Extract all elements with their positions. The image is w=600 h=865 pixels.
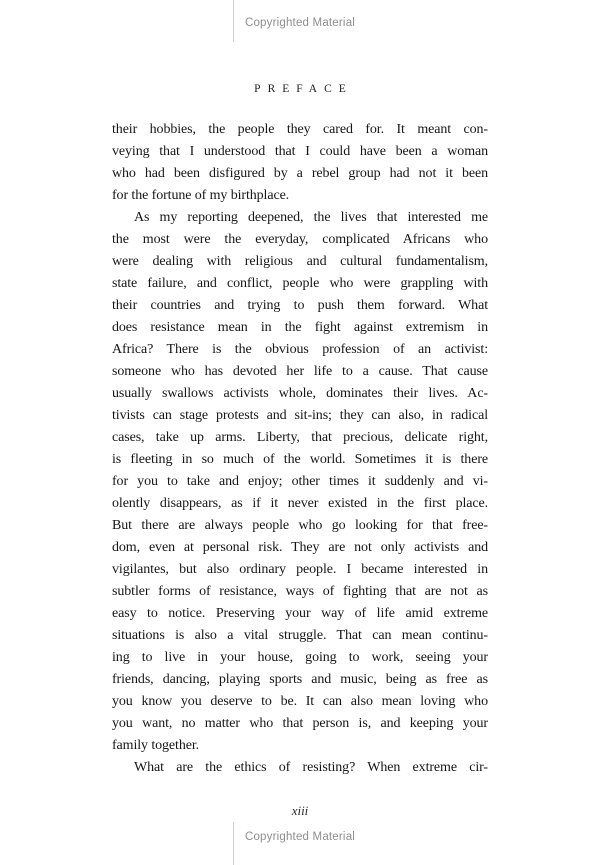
text-line: veying that I understood that I could have been a woman	[112, 144, 488, 159]
page-edge-line-bottom	[233, 822, 234, 865]
text-line: for you to take and enjoy; other times it suddenly and vi-	[112, 474, 488, 489]
text-line: you want, no matter who that person is, and keeping your	[112, 716, 488, 731]
text-line: someone who has devoted her life to a cause. That cause	[112, 364, 488, 379]
body-text	[112, 119, 488, 779]
text-line: situations is also a vital struggle. That can mean continu-	[112, 628, 488, 643]
text-line: who had been disfigured by a rebel group had not it been	[112, 166, 488, 181]
text-line: usually swallows activists whole, dominates their lives. Ac-	[112, 386, 488, 401]
text-line: As my reporting deepened, the lives that interested me	[134, 210, 488, 225]
text-line: is fleeting in so much of the world. Sometimes it is there	[112, 452, 488, 467]
chapter-header: PREFACE	[254, 83, 353, 95]
text-line: for the fortune of my birthplace.	[112, 188, 290, 203]
text-line: olently disappears, as if it never existed in the first place.	[112, 496, 488, 511]
text-line: state failure, and conflict, people who were grappling with	[112, 276, 488, 291]
text-line: you know you deserve to be. It can also mean loving who	[112, 694, 488, 709]
page-number: xiii	[291, 803, 309, 818]
copyright-notice-top: Copyrighted Material	[244, 17, 356, 29]
text-line: vigilantes, but also ordinary people. I became interested in	[112, 562, 488, 577]
text-line: ing to live in your house, going to work, seeing your	[112, 650, 488, 665]
text-line: subtler forms of resistance, ways of fighting that are not as	[112, 584, 488, 599]
text-line: But there are always people who go looking for that free-	[112, 518, 488, 533]
text-line: dom, even at personal risk. They are not only activists and	[112, 540, 488, 555]
text-line: tivists can stage protests and sit-ins; they can also, in radical	[112, 408, 488, 423]
text-line: friends, dancing, playing sports and music, being as free as	[112, 672, 488, 687]
text-line: family together.	[112, 738, 200, 753]
text-line: Africa? There is the obvious profession of an activist:	[112, 342, 488, 357]
page-edge-line-top	[233, 0, 234, 42]
text-line: their countries and trying to push them forward. What	[112, 298, 488, 313]
text-line: What are the ethics of resisting? When extreme cir-	[134, 760, 488, 775]
text-line: were dealing with religious and cultural fundamentalism,	[112, 254, 488, 269]
text-line: their hobbies, the people they cared for. It meant con-	[112, 122, 488, 137]
text-line: the most were the everyday, complicated Africans who	[112, 232, 488, 247]
text-line: cases, take up arms. Liberty, that precious, delicate right,	[112, 430, 488, 445]
copyright-notice-bottom: Copyrighted Material	[244, 831, 356, 843]
text-line: does resistance mean in the fight against extremism in	[112, 320, 488, 335]
text-line: easy to notice. Preserving your way of life amid extreme	[112, 606, 488, 621]
